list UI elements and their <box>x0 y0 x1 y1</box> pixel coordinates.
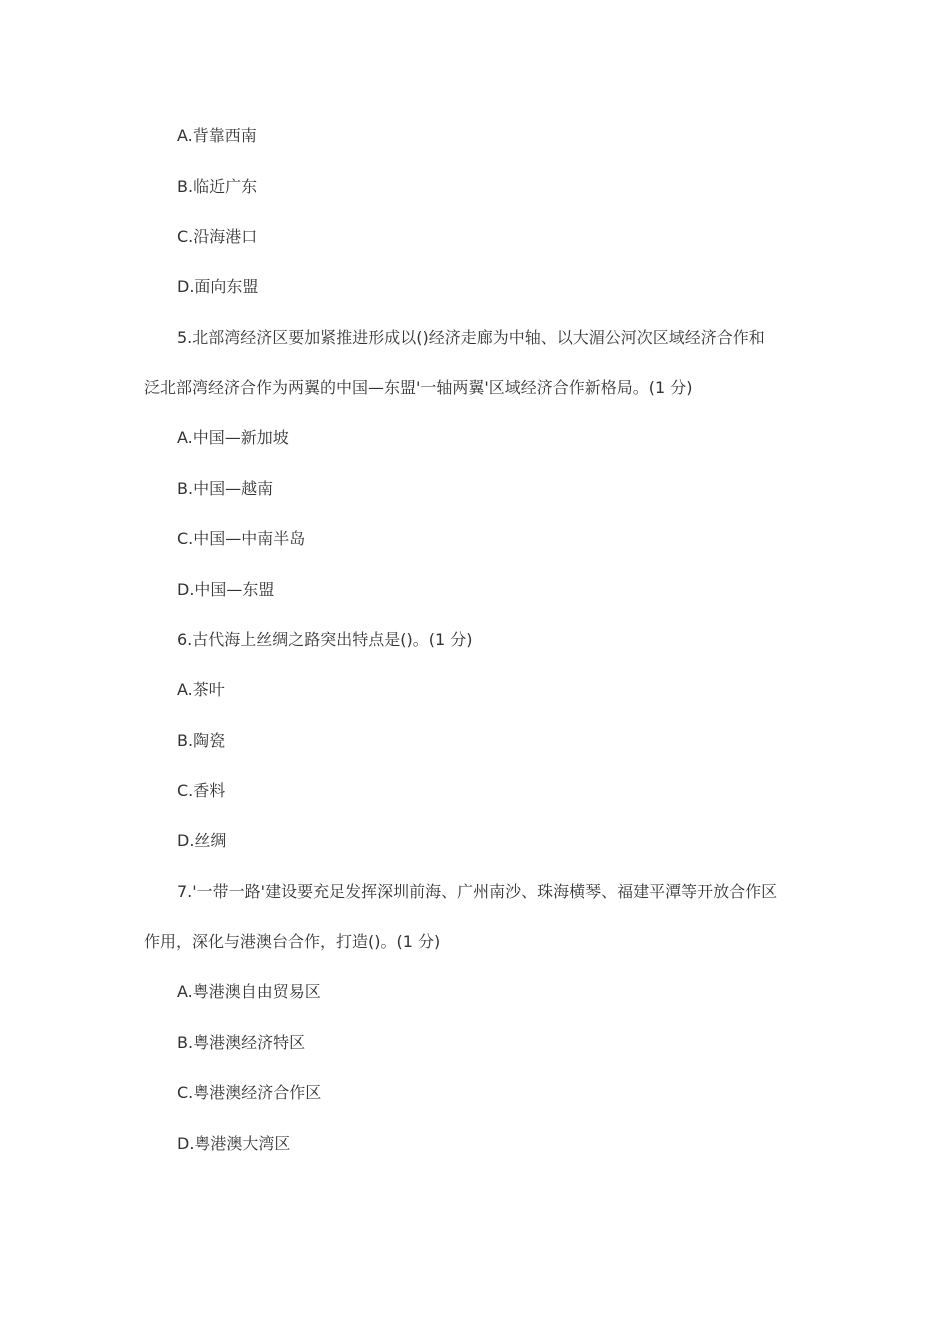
q5-stem-line1: 5.北部湾经济区要加紧推进形成以()经济走廊为中轴、以大湄公河次区域经济合作和 <box>177 328 765 347</box>
q5-option-a: A.中国—新加坡 <box>177 428 289 447</box>
q7-option-d: D.粤港澳大湾区 <box>177 1134 291 1153</box>
q5-option-b: B.中国—越南 <box>177 479 274 498</box>
q6-option-b: B.陶瓷 <box>177 731 226 750</box>
q4-option-c: C.沿海港口 <box>177 227 258 246</box>
q6-option-c: C.香料 <box>177 781 226 800</box>
q6-stem: 6.古代海上丝绸之路突出特点是()。(1 分) <box>177 630 473 649</box>
q7-stem-line2: 作用，深化与港澳台合作，打造()。(1 分) <box>144 932 441 951</box>
q4-option-b: B.临近广东 <box>177 177 258 196</box>
q5-stem-line2: 泛北部湾经济合作为两翼的中国—东盟'一轴两翼'区域经济合作新格局。(1 分) <box>144 378 693 397</box>
q4-option-d: D.面向东盟 <box>177 277 259 296</box>
q4-option-a: A.背靠西南 <box>177 126 257 145</box>
q7-option-b: B.粤港澳经济特区 <box>177 1033 306 1052</box>
q5-option-c: C.中国—中南半岛 <box>177 529 306 548</box>
q7-option-a: A.粤港澳自由贸易区 <box>177 982 321 1001</box>
q5-option-d: D.中国—东盟 <box>177 580 275 599</box>
q6-option-d: D.丝绸 <box>177 831 227 850</box>
q6-option-a: A.茶叶 <box>177 680 225 699</box>
q7-option-c: C.粤港澳经济合作区 <box>177 1083 322 1102</box>
q7-stem-line1: 7.'一带一路'建设要充足发挥深圳前海、广州南沙、珠海横琴、福建平潭等开放合作区 <box>177 882 778 901</box>
